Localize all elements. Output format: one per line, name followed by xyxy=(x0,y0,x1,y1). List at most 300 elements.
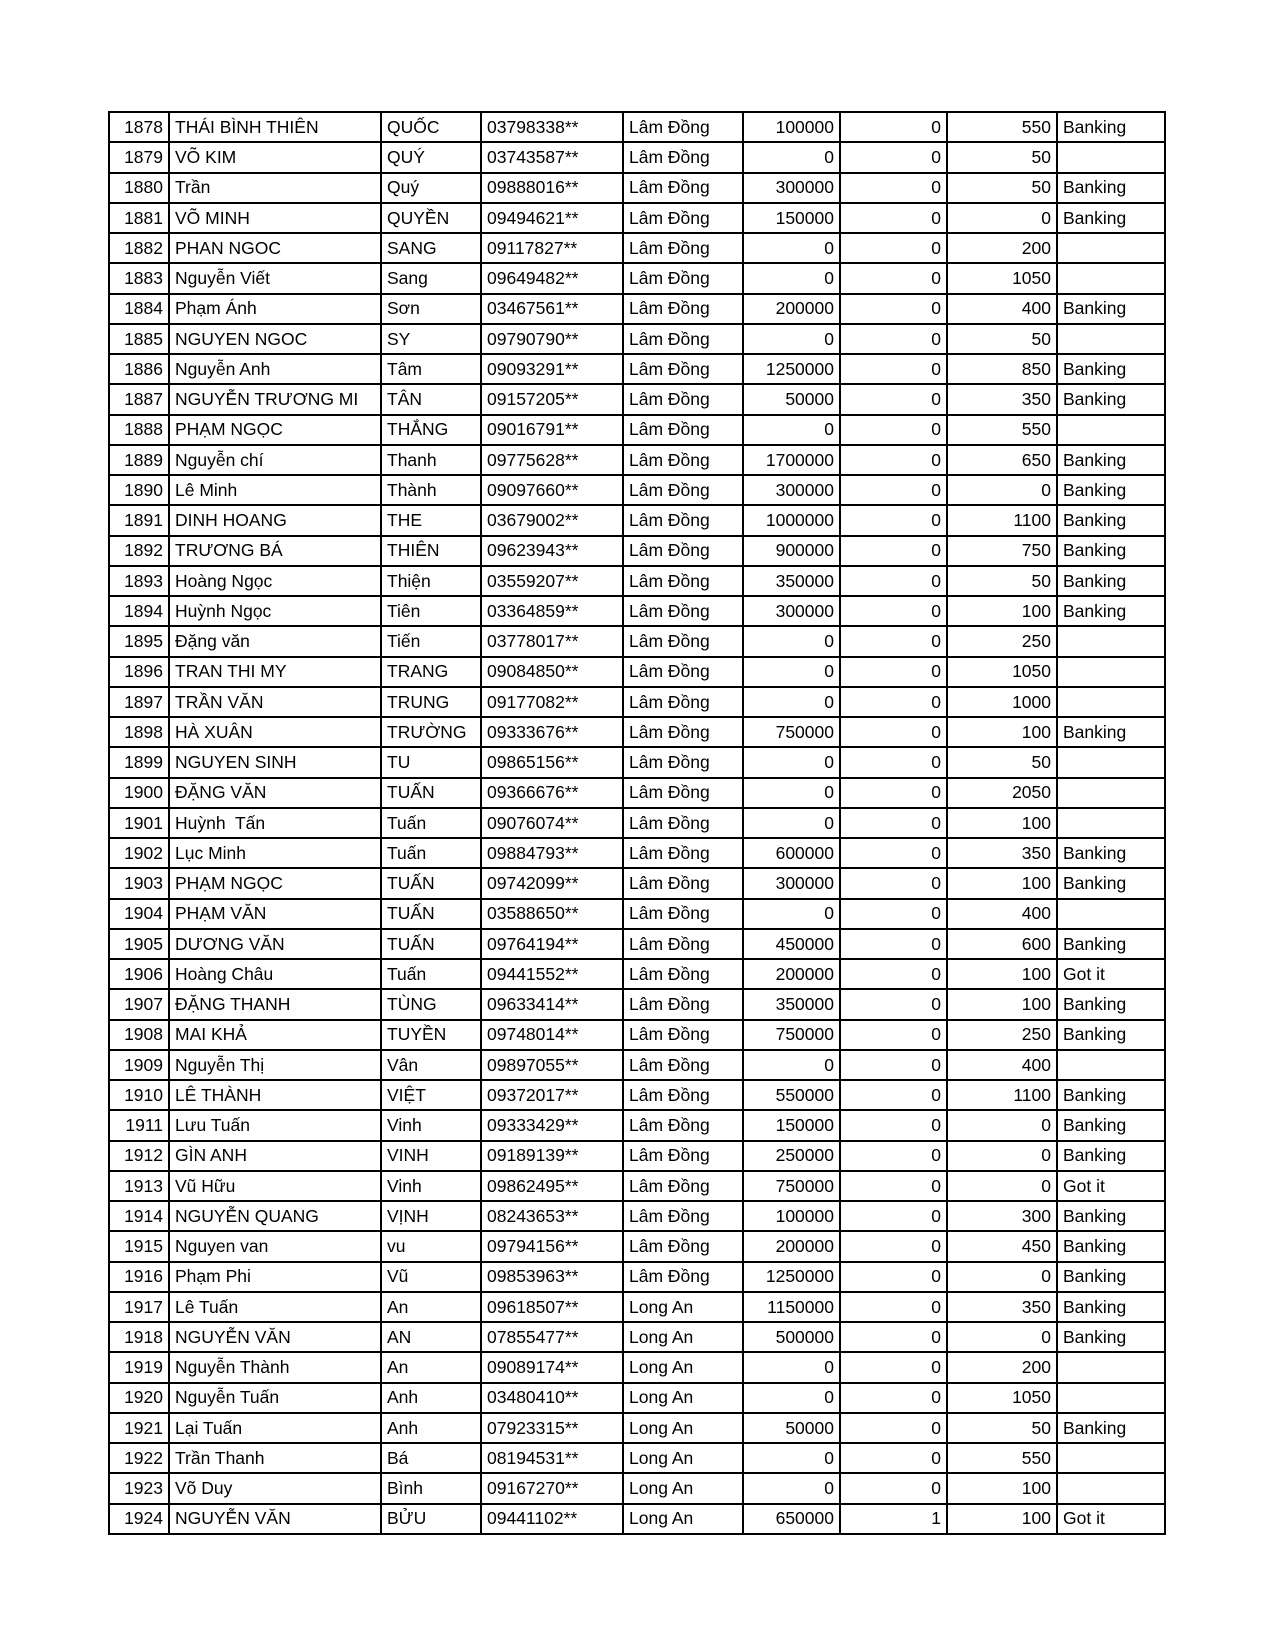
row-id-cell: 1894 xyxy=(109,596,169,626)
points-cell: 0 xyxy=(947,1171,1057,1201)
province-cell: Lâm Đồng xyxy=(623,445,743,475)
first-name-cell: Hoàng Ngọc xyxy=(169,566,381,596)
row-id-cell: 1891 xyxy=(109,505,169,535)
points-cell: 350 xyxy=(947,1292,1057,1322)
first-name-cell: PHẠM VĂN xyxy=(169,899,381,929)
amount-cell: 1150000 xyxy=(743,1292,840,1322)
status-cell xyxy=(1057,1050,1165,1080)
status-cell xyxy=(1057,233,1165,263)
flag-cell: 0 xyxy=(840,1110,947,1140)
flag-cell: 0 xyxy=(840,1322,947,1352)
amount-cell: 250000 xyxy=(743,1141,840,1171)
province-cell: Lâm Đồng xyxy=(623,505,743,535)
first-name-cell: Lục Minh xyxy=(169,838,381,868)
points-cell: 50 xyxy=(947,747,1057,777)
status-cell: Banking xyxy=(1057,294,1165,324)
first-name-cell: TRẦN VĂN xyxy=(169,687,381,717)
phone-masked-cell: 09093291** xyxy=(481,354,623,384)
flag-cell: 0 xyxy=(840,1050,947,1080)
phone-masked-cell: 09764194** xyxy=(481,929,623,959)
status-cell: Banking xyxy=(1057,505,1165,535)
province-cell: Lâm Đồng xyxy=(623,778,743,808)
first-name-cell: Võ Duy xyxy=(169,1473,381,1503)
amount-cell: 0 xyxy=(743,142,840,172)
row-id-cell: 1900 xyxy=(109,778,169,808)
row-id-cell: 1886 xyxy=(109,354,169,384)
amount-cell: 0 xyxy=(743,808,840,838)
flag-cell: 0 xyxy=(840,536,947,566)
amount-cell: 100000 xyxy=(743,112,840,142)
amount-cell: 0 xyxy=(743,1050,840,1080)
row-id-cell: 1884 xyxy=(109,294,169,324)
amount-cell: 0 xyxy=(743,899,840,929)
table-row xyxy=(109,173,1165,203)
first-name-cell: Huỳnh Tấn xyxy=(169,808,381,838)
contact-table xyxy=(108,111,1166,1535)
province-cell: Lâm Đồng xyxy=(623,657,743,687)
points-cell: 1050 xyxy=(947,1383,1057,1413)
last-name-cell: VINH xyxy=(381,1141,481,1171)
province-cell: Lâm Đồng xyxy=(623,1231,743,1261)
last-name-cell: Tuấn xyxy=(381,838,481,868)
phone-masked-cell: 09076074** xyxy=(481,808,623,838)
table-row xyxy=(109,1171,1165,1201)
row-id-cell: 1907 xyxy=(109,989,169,1019)
flag-cell: 0 xyxy=(840,626,947,656)
row-id-cell: 1918 xyxy=(109,1322,169,1352)
flag-cell: 0 xyxy=(840,566,947,596)
province-cell: Lâm Đồng xyxy=(623,1110,743,1140)
last-name-cell: TRANG xyxy=(381,657,481,687)
table-row xyxy=(109,1292,1165,1322)
amount-cell: 650000 xyxy=(743,1504,840,1534)
points-cell: 350 xyxy=(947,838,1057,868)
province-cell: Lâm Đồng xyxy=(623,263,743,293)
province-cell: Long An xyxy=(623,1473,743,1503)
first-name-cell: ĐẶNG THANH xyxy=(169,989,381,1019)
phone-masked-cell: 09333676** xyxy=(481,717,623,747)
province-cell: Lâm Đồng xyxy=(623,384,743,414)
status-cell xyxy=(1057,142,1165,172)
flag-cell: 0 xyxy=(840,142,947,172)
points-cell: 100 xyxy=(947,989,1057,1019)
province-cell: Lâm Đồng xyxy=(623,1080,743,1110)
table-row xyxy=(109,112,1165,142)
first-name-cell: NGUYỄN QUANG xyxy=(169,1201,381,1231)
province-cell: Lâm Đồng xyxy=(623,868,743,898)
table-row xyxy=(109,1201,1165,1231)
first-name-cell: NGUYEN SINH xyxy=(169,747,381,777)
phone-masked-cell: 09441102** xyxy=(481,1504,623,1534)
status-cell: Banking xyxy=(1057,566,1165,596)
amount-cell: 0 xyxy=(743,415,840,445)
points-cell: 250 xyxy=(947,626,1057,656)
last-name-cell: THẮNG xyxy=(381,415,481,445)
table-row xyxy=(109,475,1165,505)
status-cell: Banking xyxy=(1057,354,1165,384)
last-name-cell: Tuấn xyxy=(381,808,481,838)
phone-masked-cell: 03798338** xyxy=(481,112,623,142)
flag-cell: 0 xyxy=(840,384,947,414)
points-cell: 600 xyxy=(947,929,1057,959)
table-row xyxy=(109,1473,1165,1503)
amount-cell: 600000 xyxy=(743,838,840,868)
row-id-cell: 1890 xyxy=(109,475,169,505)
status-cell: Banking xyxy=(1057,1110,1165,1140)
last-name-cell: Thanh xyxy=(381,445,481,475)
amount-cell: 350000 xyxy=(743,566,840,596)
first-name-cell: HÀ XUÂN xyxy=(169,717,381,747)
amount-cell: 0 xyxy=(743,324,840,354)
flag-cell: 0 xyxy=(840,233,947,263)
flag-cell: 0 xyxy=(840,354,947,384)
points-cell: 1050 xyxy=(947,263,1057,293)
phone-masked-cell: 09016791** xyxy=(481,415,623,445)
first-name-cell: Trần Thanh xyxy=(169,1443,381,1473)
phone-masked-cell: 09618507** xyxy=(481,1292,623,1322)
last-name-cell: Tiến xyxy=(381,626,481,656)
flag-cell: 0 xyxy=(840,868,947,898)
amount-cell: 1700000 xyxy=(743,445,840,475)
flag-cell: 0 xyxy=(840,1383,947,1413)
status-cell: Banking xyxy=(1057,989,1165,1019)
last-name-cell: TÙNG xyxy=(381,989,481,1019)
flag-cell: 0 xyxy=(840,1352,947,1382)
points-cell: 400 xyxy=(947,1050,1057,1080)
flag-cell: 0 xyxy=(840,657,947,687)
last-name-cell: Vũ xyxy=(381,1262,481,1292)
last-name-cell: An xyxy=(381,1352,481,1382)
status-cell: Banking xyxy=(1057,1020,1165,1050)
amount-cell: 0 xyxy=(743,747,840,777)
row-id-cell: 1897 xyxy=(109,687,169,717)
province-cell: Lâm Đồng xyxy=(623,1201,743,1231)
last-name-cell: Thành xyxy=(381,475,481,505)
row-id-cell: 1922 xyxy=(109,1443,169,1473)
points-cell: 50 xyxy=(947,566,1057,596)
row-id-cell: 1882 xyxy=(109,233,169,263)
phone-masked-cell: 03364859** xyxy=(481,596,623,626)
status-cell xyxy=(1057,747,1165,777)
province-cell: Long An xyxy=(623,1383,743,1413)
row-id-cell: 1921 xyxy=(109,1413,169,1443)
province-cell: Long An xyxy=(623,1352,743,1382)
amount-cell: 0 xyxy=(743,626,840,656)
province-cell: Lâm Đồng xyxy=(623,808,743,838)
first-name-cell: NGUYEN NGOC xyxy=(169,324,381,354)
last-name-cell: TRUNG xyxy=(381,687,481,717)
last-name-cell: TUẤN xyxy=(381,929,481,959)
first-name-cell: PHẠM NGỌC xyxy=(169,868,381,898)
table-row xyxy=(109,294,1165,324)
last-name-cell: THIÊN xyxy=(381,536,481,566)
amount-cell: 750000 xyxy=(743,1020,840,1050)
province-cell: Lâm Đồng xyxy=(623,596,743,626)
last-name-cell: QUYỀN xyxy=(381,203,481,233)
amount-cell: 1250000 xyxy=(743,1262,840,1292)
first-name-cell: PHAN NGOC xyxy=(169,233,381,263)
phone-masked-cell: 09372017** xyxy=(481,1080,623,1110)
flag-cell: 0 xyxy=(840,1141,947,1171)
table-row xyxy=(109,1020,1165,1050)
status-cell: Banking xyxy=(1057,1413,1165,1443)
first-name-cell: NGUYỄN VĂN xyxy=(169,1504,381,1534)
status-cell xyxy=(1057,415,1165,445)
phone-masked-cell: 09366676** xyxy=(481,778,623,808)
row-id-cell: 1916 xyxy=(109,1262,169,1292)
phone-masked-cell: 03588650** xyxy=(481,899,623,929)
table-row xyxy=(109,657,1165,687)
last-name-cell: QUỐC xyxy=(381,112,481,142)
province-cell: Lâm Đồng xyxy=(623,838,743,868)
row-id-cell: 1906 xyxy=(109,959,169,989)
last-name-cell: Tâm xyxy=(381,354,481,384)
amount-cell: 200000 xyxy=(743,1231,840,1261)
amount-cell: 0 xyxy=(743,1352,840,1382)
points-cell: 550 xyxy=(947,112,1057,142)
last-name-cell: THE xyxy=(381,505,481,535)
flag-cell: 0 xyxy=(840,1292,947,1322)
first-name-cell: LÊ THÀNH xyxy=(169,1080,381,1110)
points-cell: 250 xyxy=(947,1020,1057,1050)
row-id-cell: 1904 xyxy=(109,899,169,929)
status-cell: Banking xyxy=(1057,445,1165,475)
first-name-cell: Đặng văn xyxy=(169,626,381,656)
status-cell: Banking xyxy=(1057,1322,1165,1352)
status-cell: Banking xyxy=(1057,929,1165,959)
table-row xyxy=(109,354,1165,384)
phone-masked-cell: 09897055** xyxy=(481,1050,623,1080)
row-id-cell: 1902 xyxy=(109,838,169,868)
last-name-cell: Sơn xyxy=(381,294,481,324)
row-id-cell: 1903 xyxy=(109,868,169,898)
flag-cell: 0 xyxy=(840,1171,947,1201)
amount-cell: 0 xyxy=(743,1383,840,1413)
province-cell: Lâm Đồng xyxy=(623,1020,743,1050)
row-id-cell: 1893 xyxy=(109,566,169,596)
amount-cell: 200000 xyxy=(743,959,840,989)
last-name-cell: An xyxy=(381,1292,481,1322)
amount-cell: 100000 xyxy=(743,1201,840,1231)
first-name-cell: Lê Tuấn xyxy=(169,1292,381,1322)
row-id-cell: 1887 xyxy=(109,384,169,414)
status-cell: Banking xyxy=(1057,536,1165,566)
last-name-cell: Bá xyxy=(381,1443,481,1473)
flag-cell: 0 xyxy=(840,808,947,838)
points-cell: 100 xyxy=(947,959,1057,989)
province-cell: Lâm Đồng xyxy=(623,989,743,1019)
row-id-cell: 1911 xyxy=(109,1110,169,1140)
table-row xyxy=(109,1110,1165,1140)
phone-masked-cell: 08194531** xyxy=(481,1443,623,1473)
province-cell: Lâm Đồng xyxy=(623,1141,743,1171)
last-name-cell: TRƯỜNG xyxy=(381,717,481,747)
points-cell: 550 xyxy=(947,1443,1057,1473)
row-id-cell: 1919 xyxy=(109,1352,169,1382)
row-id-cell: 1901 xyxy=(109,808,169,838)
points-cell: 0 xyxy=(947,1322,1057,1352)
flag-cell: 0 xyxy=(840,747,947,777)
last-name-cell: VỊNH xyxy=(381,1201,481,1231)
province-cell: Lâm Đồng xyxy=(623,415,743,445)
amount-cell: 300000 xyxy=(743,475,840,505)
points-cell: 2050 xyxy=(947,778,1057,808)
first-name-cell: Phạm Ánh xyxy=(169,294,381,324)
last-name-cell: TU xyxy=(381,747,481,777)
points-cell: 450 xyxy=(947,1231,1057,1261)
points-cell: 0 xyxy=(947,1262,1057,1292)
row-id-cell: 1878 xyxy=(109,112,169,142)
first-name-cell: VÕ KIM xyxy=(169,142,381,172)
row-id-cell: 1889 xyxy=(109,445,169,475)
phone-masked-cell: 09884793** xyxy=(481,838,623,868)
phone-masked-cell: 03778017** xyxy=(481,626,623,656)
last-name-cell: Vinh xyxy=(381,1171,481,1201)
amount-cell: 750000 xyxy=(743,1171,840,1201)
table-row xyxy=(109,445,1165,475)
first-name-cell: DINH HOANG xyxy=(169,505,381,535)
flag-cell: 0 xyxy=(840,929,947,959)
last-name-cell: TÂN xyxy=(381,384,481,414)
points-cell: 0 xyxy=(947,203,1057,233)
flag-cell: 0 xyxy=(840,717,947,747)
last-name-cell: vu xyxy=(381,1231,481,1261)
row-id-cell: 1908 xyxy=(109,1020,169,1050)
flag-cell: 0 xyxy=(840,294,947,324)
points-cell: 50 xyxy=(947,142,1057,172)
flag-cell: 0 xyxy=(840,505,947,535)
province-cell: Long An xyxy=(623,1443,743,1473)
phone-masked-cell: 09084850** xyxy=(481,657,623,687)
status-cell xyxy=(1057,626,1165,656)
first-name-cell: Nguyễn Viết xyxy=(169,263,381,293)
row-id-cell: 1910 xyxy=(109,1080,169,1110)
province-cell: Lâm Đồng xyxy=(623,324,743,354)
table-row xyxy=(109,505,1165,535)
status-cell: Banking xyxy=(1057,1080,1165,1110)
province-cell: Lâm Đồng xyxy=(623,233,743,263)
flag-cell: 0 xyxy=(840,687,947,717)
province-cell: Lâm Đồng xyxy=(623,1171,743,1201)
points-cell: 1100 xyxy=(947,1080,1057,1110)
status-cell xyxy=(1057,1352,1165,1382)
points-cell: 100 xyxy=(947,596,1057,626)
phone-masked-cell: 09494621** xyxy=(481,203,623,233)
amount-cell: 200000 xyxy=(743,294,840,324)
phone-masked-cell: 09623943** xyxy=(481,536,623,566)
phone-masked-cell: 09862495** xyxy=(481,1171,623,1201)
province-cell: Lâm Đồng xyxy=(623,1050,743,1080)
last-name-cell: TUẤN xyxy=(381,778,481,808)
status-cell: Banking xyxy=(1057,838,1165,868)
row-id-cell: 1913 xyxy=(109,1171,169,1201)
flag-cell: 0 xyxy=(840,1262,947,1292)
phone-masked-cell: 07855477** xyxy=(481,1322,623,1352)
province-cell: Lâm Đồng xyxy=(623,475,743,505)
province-cell: Long An xyxy=(623,1292,743,1322)
points-cell: 100 xyxy=(947,1473,1057,1503)
last-name-cell: Vinh xyxy=(381,1110,481,1140)
last-name-cell: Anh xyxy=(381,1413,481,1443)
points-cell: 550 xyxy=(947,415,1057,445)
status-cell xyxy=(1057,899,1165,929)
flag-cell: 1 xyxy=(840,1504,947,1534)
phone-masked-cell: 03679002** xyxy=(481,505,623,535)
amount-cell: 50000 xyxy=(743,1413,840,1443)
first-name-cell: Vũ Hữu xyxy=(169,1171,381,1201)
phone-masked-cell: 09748014** xyxy=(481,1020,623,1050)
table-row xyxy=(109,717,1165,747)
table-row xyxy=(109,1262,1165,1292)
amount-cell: 0 xyxy=(743,1443,840,1473)
row-id-cell: 1892 xyxy=(109,536,169,566)
row-id-cell: 1920 xyxy=(109,1383,169,1413)
row-id-cell: 1898 xyxy=(109,717,169,747)
last-name-cell: VIỆT xyxy=(381,1080,481,1110)
status-cell: Banking xyxy=(1057,868,1165,898)
last-name-cell: TUYỀN xyxy=(381,1020,481,1050)
points-cell: 1100 xyxy=(947,505,1057,535)
status-cell xyxy=(1057,778,1165,808)
last-name-cell: QUÝ xyxy=(381,142,481,172)
phone-masked-cell: 03480410** xyxy=(481,1383,623,1413)
flag-cell: 0 xyxy=(840,899,947,929)
table-row xyxy=(109,263,1165,293)
points-cell: 100 xyxy=(947,868,1057,898)
status-cell: Banking xyxy=(1057,203,1165,233)
table-row xyxy=(109,929,1165,959)
printed-sheet xyxy=(108,111,1166,1535)
province-cell: Long An xyxy=(623,1413,743,1443)
last-name-cell: Sang xyxy=(381,263,481,293)
amount-cell: 500000 xyxy=(743,1322,840,1352)
points-cell: 100 xyxy=(947,808,1057,838)
table-row xyxy=(109,142,1165,172)
status-cell: Banking xyxy=(1057,717,1165,747)
table-row xyxy=(109,566,1165,596)
table-row xyxy=(109,1413,1165,1443)
province-cell: Lâm Đồng xyxy=(623,929,743,959)
first-name-cell: MAI KHẢ xyxy=(169,1020,381,1050)
points-cell: 300 xyxy=(947,1201,1057,1231)
first-name-cell: Nguyễn Thành xyxy=(169,1352,381,1382)
amount-cell: 0 xyxy=(743,233,840,263)
amount-cell: 300000 xyxy=(743,868,840,898)
row-id-cell: 1896 xyxy=(109,657,169,687)
amount-cell: 550000 xyxy=(743,1080,840,1110)
phone-masked-cell: 09189139** xyxy=(481,1141,623,1171)
table-row xyxy=(109,1504,1165,1534)
row-id-cell: 1895 xyxy=(109,626,169,656)
table-row xyxy=(109,324,1165,354)
amount-cell: 750000 xyxy=(743,717,840,747)
amount-cell: 0 xyxy=(743,687,840,717)
amount-cell: 300000 xyxy=(743,596,840,626)
first-name-cell: VÕ MINH xyxy=(169,203,381,233)
phone-masked-cell: 09441552** xyxy=(481,959,623,989)
status-cell xyxy=(1057,324,1165,354)
flag-cell: 0 xyxy=(840,263,947,293)
last-name-cell: Tiên xyxy=(381,596,481,626)
flag-cell: 0 xyxy=(840,415,947,445)
status-cell: Got it xyxy=(1057,1504,1165,1534)
last-name-cell: Bình xyxy=(381,1473,481,1503)
row-id-cell: 1885 xyxy=(109,324,169,354)
points-cell: 0 xyxy=(947,1141,1057,1171)
amount-cell: 0 xyxy=(743,778,840,808)
last-name-cell: Vân xyxy=(381,1050,481,1080)
points-cell: 50 xyxy=(947,1413,1057,1443)
